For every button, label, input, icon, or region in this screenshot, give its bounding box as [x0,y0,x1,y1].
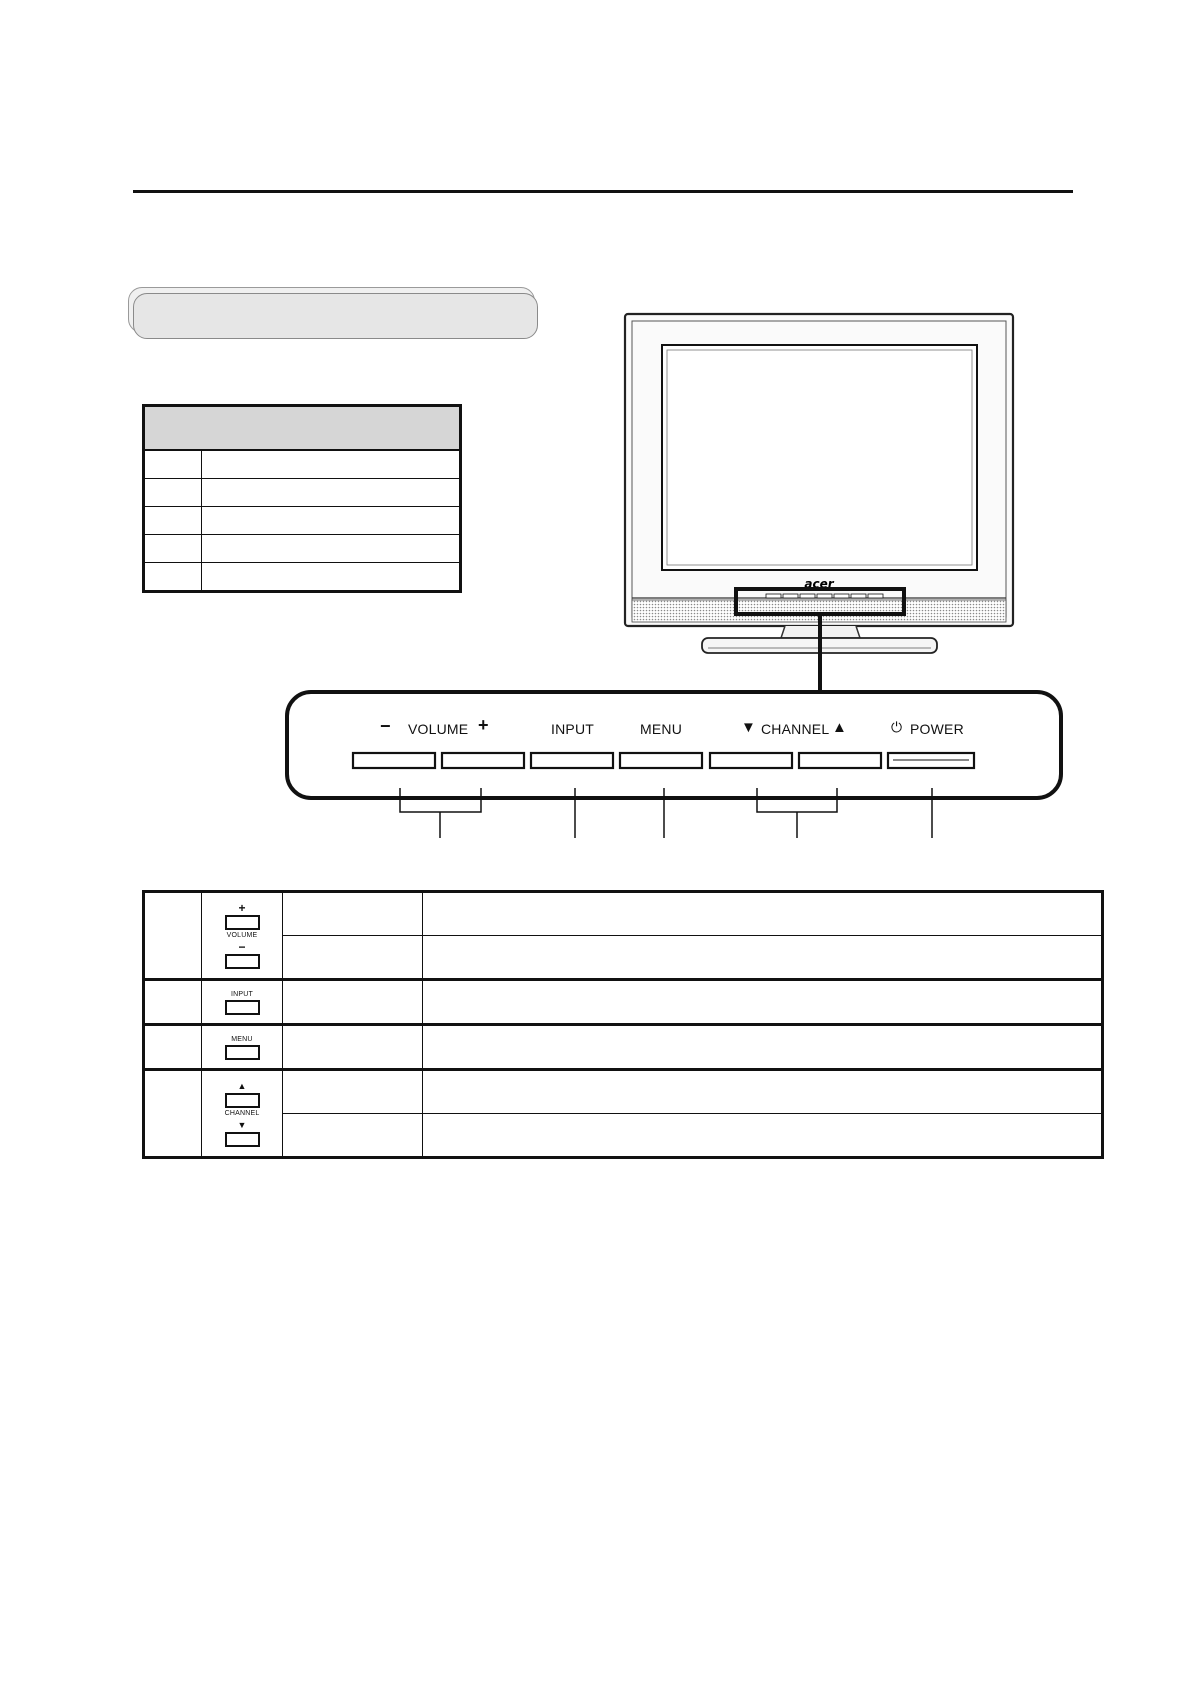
tv-key [800,594,815,598]
function-table [142,890,1104,1159]
triangle-up-icon: ▲ [237,1081,247,1091]
table-cell [283,980,423,1025]
input-label: INPUT [551,721,594,737]
volume-key-icon [202,902,282,969]
menu-key-button-icon [225,1045,260,1060]
triangle-down-icon: ▼ [237,1120,247,1130]
table-cell [202,1070,283,1158]
volume-down-key-icon [225,954,260,969]
channel-up-key-icon [225,1093,260,1108]
triangle-up-icon: ▲ [832,719,848,736]
power-label: POWER [910,721,964,737]
volume-label: VOLUME [408,721,469,737]
table-cell [423,980,1103,1025]
tv-key [766,594,781,598]
tv-key [817,594,832,598]
table-cell [423,936,1103,980]
minus-icon: − [380,716,391,736]
table-row [144,892,1103,936]
table-cell [423,1070,1103,1114]
control-panel-callout [287,692,1061,798]
input-key-label: INPUT [231,990,253,998]
tv-key [868,594,883,598]
table-row [144,980,1103,1025]
input-button[interactable] [531,753,613,768]
table-row [144,1070,1103,1114]
table-row [144,1114,1103,1158]
minus-icon: − [238,940,246,954]
tv-illustration [625,314,1013,653]
channel-key-icon [202,1080,282,1147]
channel-up-button[interactable] [799,753,881,768]
plus-icon: + [238,901,246,915]
channel-down-key-icon [225,1132,260,1147]
table-row [144,936,1103,980]
table-cell [283,1025,423,1070]
menu-label: MENU [640,721,683,737]
table-cell [283,892,423,936]
table-cell [423,1025,1103,1070]
volume-up-key-icon [225,915,260,930]
menu-key-label: MENU [231,1035,253,1043]
menu-button[interactable] [620,753,702,768]
triangle-down-icon: ▼ [741,719,757,736]
table-row [144,1025,1103,1070]
table-cell [283,1070,423,1114]
table-cell [144,1070,202,1158]
input-key-icon [202,990,282,1015]
volume-key-label: VOLUME [226,932,258,939]
acer-logo: acer [804,577,834,591]
panel-buttons [353,753,974,768]
tv-key [783,594,798,598]
table-cell [202,1025,283,1070]
tv-key [834,594,849,598]
input-key-button-icon [225,1000,260,1015]
plus-icon: + [478,715,489,735]
table-cell [202,892,283,980]
table-cell [144,892,202,980]
tv-key-row [766,594,883,598]
table-cell [283,1114,423,1158]
volume-down-button[interactable] [353,753,435,768]
table-cell [423,1114,1103,1158]
tv-key [851,594,866,598]
channel-label: CHANNEL [761,721,830,737]
table-cell [202,980,283,1025]
power-icon: ⏻ [891,720,903,736]
table-cell [144,980,202,1025]
volume-up-button[interactable] [442,753,524,768]
tv-screen [662,345,977,570]
menu-key-icon [202,1035,282,1060]
channel-key-label: CHANNEL [224,1110,260,1117]
channel-down-button[interactable] [710,753,792,768]
table-cell [144,1025,202,1070]
table-cell [423,892,1103,936]
table-cell [283,936,423,980]
